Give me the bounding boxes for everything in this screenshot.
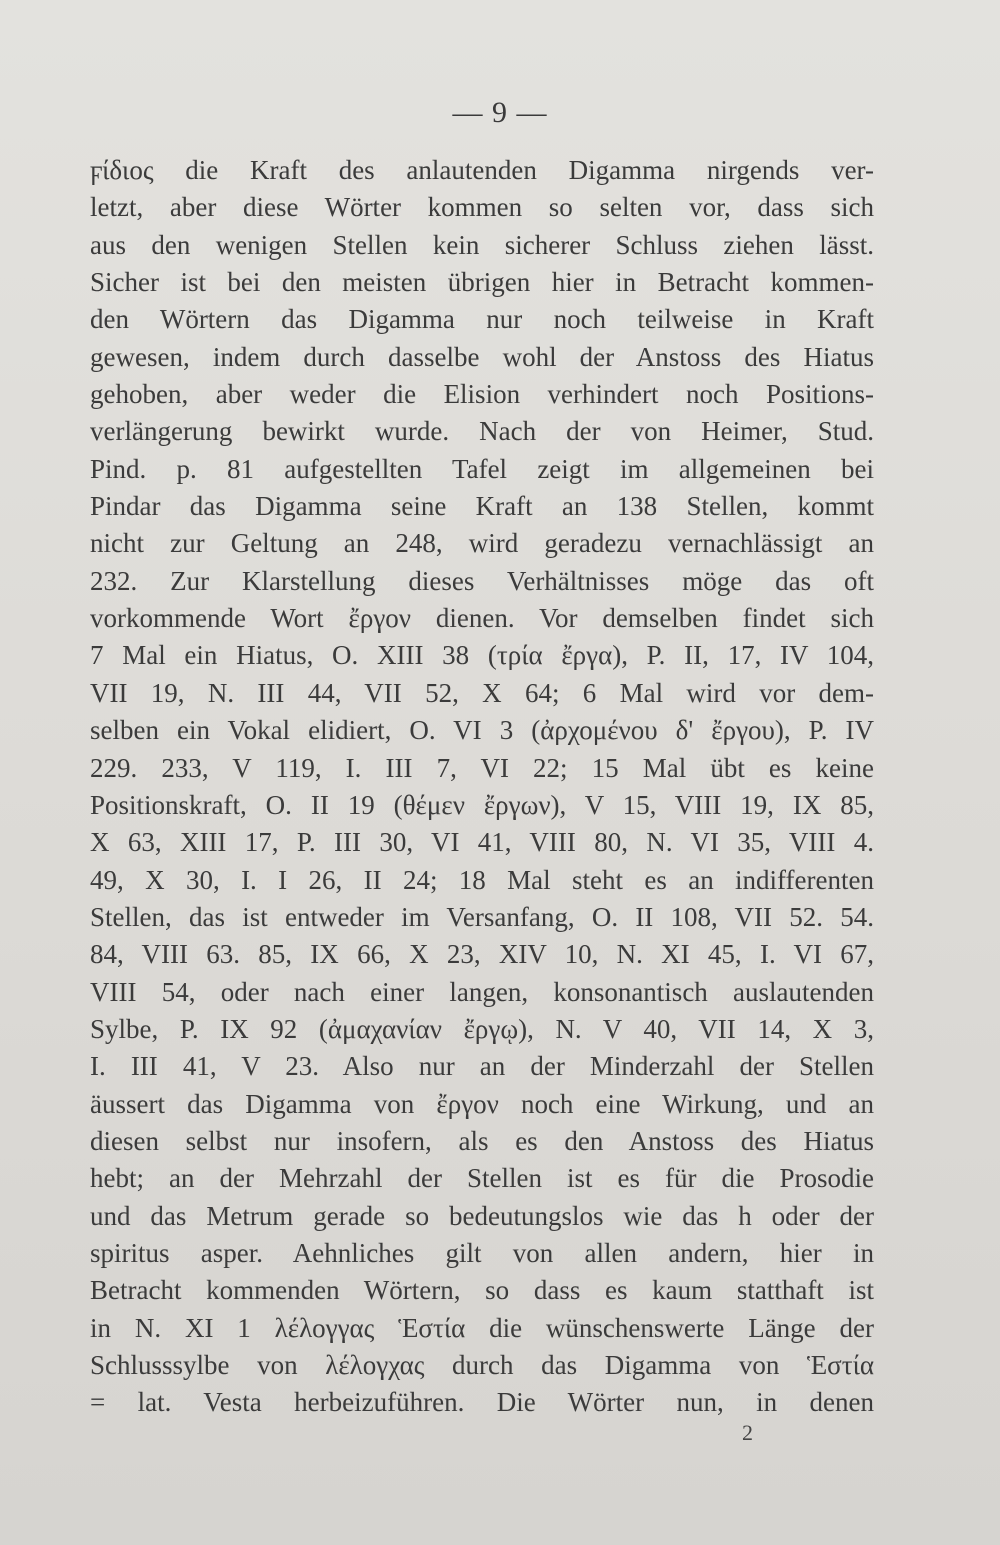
text-line: vorkommende Wort ἔργον dienen. Vor demselben findet sich (90, 603, 874, 634)
text-line: Positionskraft, O. II 19 (θέμεν ἔργων), V 15, VIII 19, IX 85, (90, 789, 874, 820)
text-line: nicht zur Geltung an 248, wird geradezu vernachlässigt an (90, 528, 874, 559)
signature-mark: 2 (742, 1420, 753, 1445)
text-line: gehoben, aber weder die Elision verhindert noch Positions- (90, 379, 874, 410)
text-line: Betracht kommenden Wörtern, so dass es kaum statthaft ist (90, 1275, 874, 1306)
text-line: 7 Mal ein Hiatus, O. XIII 38 (τρία ἔργα), P. II, 17, IV 104, (90, 640, 874, 671)
text-line: ϝίδιος die Kraft des anlautenden Digamma nirgends ver- (90, 155, 874, 185)
text-line: 49, X 30, I. I 26, II 24; 18 Mal steht es an indifferenten (90, 864, 874, 895)
text-line: 232. Zur Klarstellung dieses Verhältnisses möge das oft (90, 565, 874, 596)
text-line: Stellen, das ist entweder im Versanfang, O. II 108, VII 52. 54. (90, 901, 874, 932)
text-line: Schlusssylbe von λέλογχας durch das Digamma von Ἑστία (90, 1350, 874, 1380)
text-line: = lat. Vesta herbeizuführen. Die Wörter nun, in denen (90, 1387, 874, 1418)
text-line: gewesen, indem durch dasselbe wohl der Anstoss des Hiatus (90, 341, 874, 372)
text-line: Sylbe, P. IX 92 (ἀμαχανίαν ἔργῳ), N. V 40, VII 14, X 3, (90, 1013, 874, 1044)
text-line: in N. XI 1 λέλογγας Ἑστία die wünschenswerte Länge der (90, 1312, 874, 1343)
text-line: 229. 233, V 119, I. III 7, VI 22; 15 Mal übt es keine (90, 752, 874, 783)
text-line: VII 19, N. III 44, VII 52, X 64; 6 Mal wird vor dem- (90, 677, 874, 708)
text-line: hebt; an der Mehrzahl der Stellen ist es für die Prosodie (90, 1163, 874, 1194)
text-line: X 63, XIII 17, P. III 30, VI 41, VIII 80, N. VI 35, VIII 4. (90, 827, 874, 858)
text-line: VIII 54, oder nach einer langen, konsonantisch auslautenden (90, 976, 874, 1007)
text-line: Pind. p. 81 aufgestellten Tafel zeigt im allgemeinen bei (90, 453, 874, 484)
text-line: und das Metrum gerade so bedeutungslos wie das h oder der (90, 1200, 874, 1231)
text-line: spiritus asper. Aehnliches gilt von allen andern, hier in (90, 1237, 874, 1268)
text-line: 84, VIII 63. 85, IX 66, X 23, XIV 10, N. XI 45, I. VI 67, (90, 939, 874, 970)
text-line: aus den wenigen Stellen kein sicherer Schluss ziehen lässt. (90, 229, 874, 260)
page-number: — 9 — (452, 96, 548, 129)
text-line: I. III 41, V 23. Also nur an der Minderzahl der Stellen (90, 1051, 874, 1082)
text-line: Pindar das Digamma seine Kraft an 138 Stellen, kommt (90, 491, 874, 522)
body-text (90, 152, 874, 1422)
text-line: Sicher ist bei den meisten übrigen hier in Betracht kommen- (90, 267, 874, 298)
text-line: äussert das Digamma von ἔργον noch eine Wirkung, und an (90, 1088, 874, 1119)
text-line: letzt, aber diese Wörter kommen so selten vor, dass sich (90, 192, 874, 223)
text-line: verlängerung bewirkt wurde. Nach der von Heimer, Stud. (90, 416, 874, 447)
text-line: diesen selbst nur insofern, als es den Anstoss des Hiatus (90, 1125, 874, 1156)
text-line: selben ein Vokal elidiert, O. VI 3 (ἀρχομένου δ' ἔργου), P. IV (90, 715, 874, 746)
text-line: den Wörtern das Digamma nur noch teilweise in Kraft (90, 304, 874, 335)
